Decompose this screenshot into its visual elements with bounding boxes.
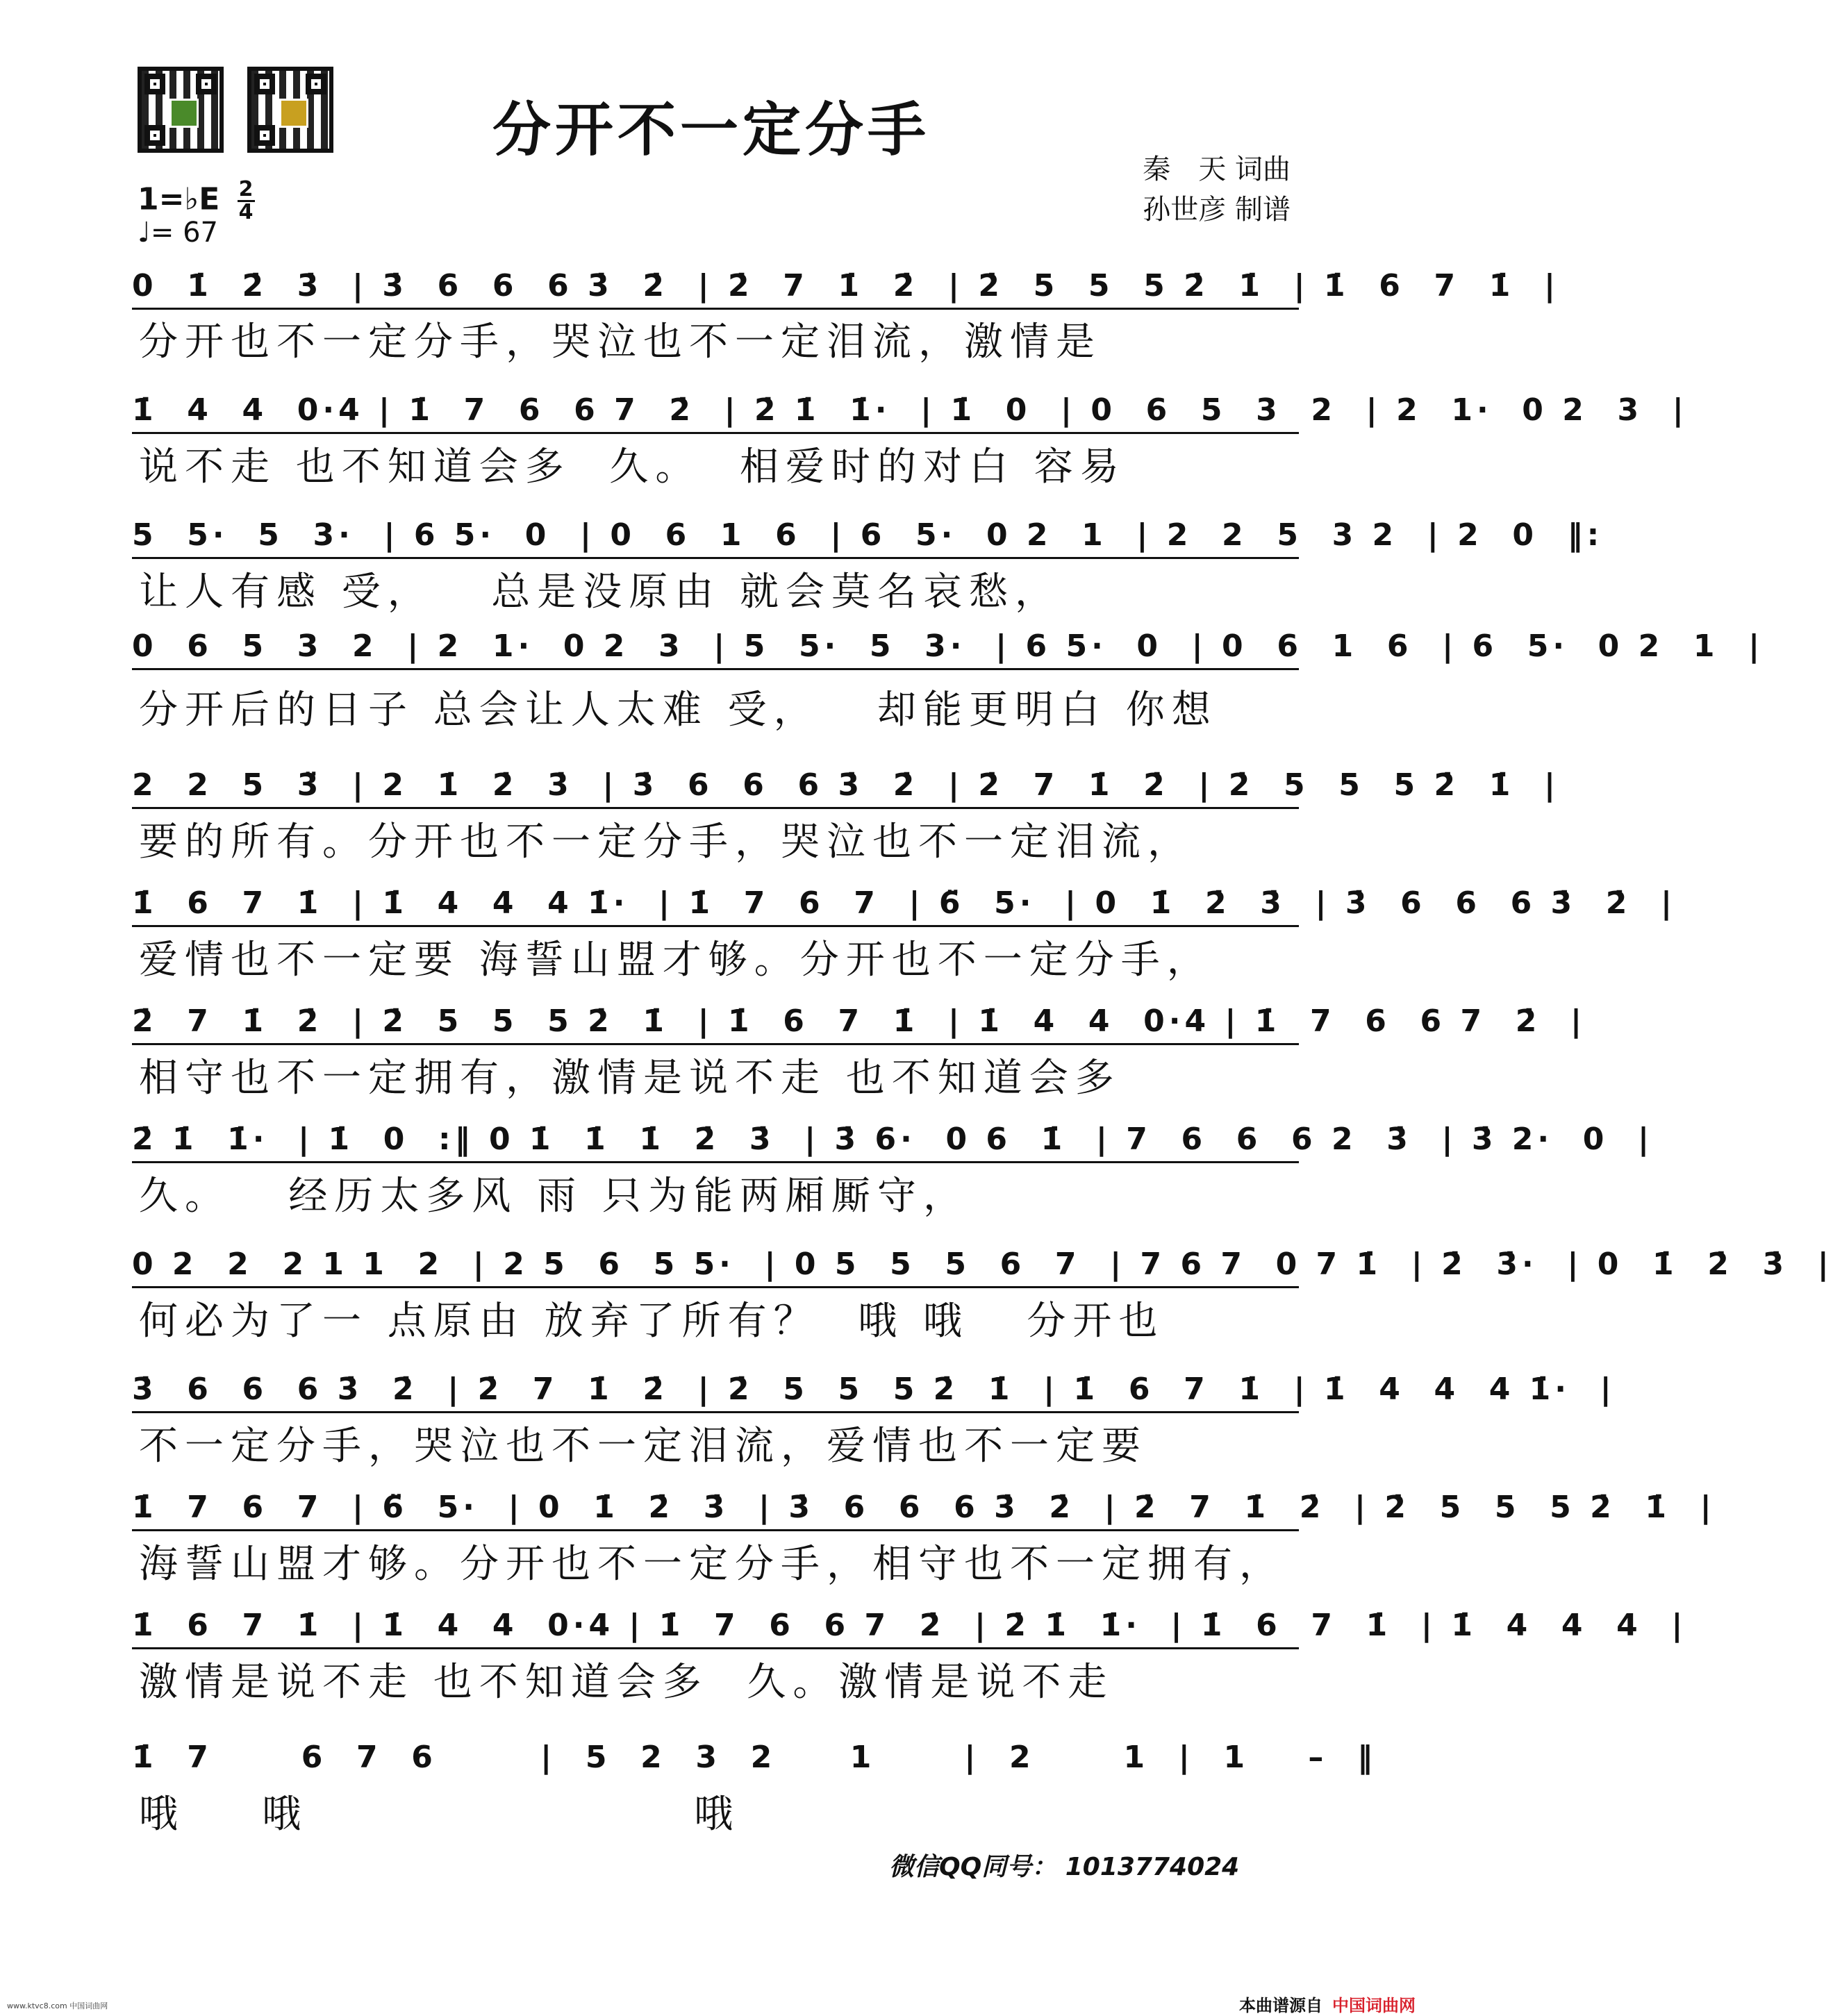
lyrics-line-7: 相守也不一定拥有，激情是说不走 也不知道会多 [139, 1056, 1121, 1101]
lyrics-line-13: 哦 哦 哦 [139, 1792, 740, 1837]
key-text: 1=♭E [138, 181, 220, 217]
footer-site-text: www.ktvc8.com 中国词曲网 [7, 2001, 108, 2010]
footer-source [1239, 1992, 1416, 2016]
lyrics-line-8: 久。 经历太多风 雨 只为能两厢厮守， [139, 1174, 970, 1219]
notation-line-13: 1̇ 7 6 7 6 | 5 2 3 2 1 | 2 1 | 1 – ‖ [132, 1740, 1377, 1775]
lyrics-line-5: 要的所有。分开也不一定分手，哭泣也不一定泪流， [139, 819, 1193, 865]
footer-source-text: 本曲谱源自 [1239, 1996, 1322, 2015]
lyrics-line-10: 不一定分手，哭泣也不一定泪流，爱情也不一定要 [139, 1424, 1147, 1469]
time-signature-numerator: 2 [238, 177, 254, 201]
page-title: 分开不一定分手 [492, 95, 930, 164]
time-signature-denominator: 4 [238, 200, 254, 224]
arranger-credit: 孙世彦 制谱 [1143, 194, 1291, 226]
notation-line-3: 5 5· 5 3· | 6 5· 0 | 0 6 1 6 | 6 5· 0 2 1 | 2 2 5 3 2 | 2 0 ‖: [132, 517, 1299, 559]
notation-line-1: 0 1̇ 2̇ 3̇ | 3̇ 6 6 6 3̇ 2̇ | 2̇ 7 1̇ 2̇ | 2̇ 5 5 5 2̇ 1̇ | 1̇ 6 7 1̇ | [132, 268, 1299, 310]
notation-line-8: 2̇ 1̇ 1̇· | 1̇ 0 :‖ 0 1̇ 1̇ 1̇ 2̇ 3̇ | 3̇ 6· 0 6 1̇ | 7 6 6 6 2 3̇ | 3̇ 2· 0 | [132, 1122, 1299, 1163]
lyrics-line-1: 分开也不一定分手，哭泣也不一定泪流，激情是 [139, 319, 1102, 365]
notation-line-12: 1̇ 6 7 1̇ | 1̇ 4 4 0·4 | 1̇ 7 6 6 7 2̇ | 2̇ 1̇ 1̇· | 1̇ 6 7 1̇ | 1̇ 4 4 4 | [132, 1608, 1299, 1649]
lyrics-line-4: 分开后的日子 总会让人太难 受， 却能更明白 你想 [139, 688, 1218, 733]
footer-brand-link[interactable]: 中国词曲网 [1332, 1996, 1416, 2015]
lyrics-line-3: 让人有感 受， 总是没原由 就会莫名哀愁， [139, 569, 1061, 615]
notation-line-6: 1̇ 6 7 1̇ | 1̇ 4 4 4 1̇· | 1̇ 7 6 7 | 6̈ 5· | 0 1̇ 2̇ 3̇ | 3̇ 6 6 6 3̇ 2̇ | [132, 885, 1299, 927]
notation-line-2: 1̇ 4 4 0·4 | 1̇ 7 6 6 7 2̇ | 2̇ 1̇ 1̇· | 1̇ 0 | 0 6 5 3 2 | 2 1· 0 2 3 | [132, 392, 1299, 434]
lyricist-composer-credit: 秦 天 词曲 [1143, 153, 1291, 185]
lyrics-line-12: 激情是说不走 也不知道会多 久。激情是说不走 [139, 1660, 1114, 1705]
lyrics-line-6: 爱情也不一定要 海誓山盟才够。分开也不一定分手， [139, 938, 1213, 983]
contact-info: 微信QQ同号： 1013774024 [889, 1853, 1240, 1881]
notation-line-11: 1̇ 7 6 7 | 6̈ 5· | 0 1̇ 2̇ 3̇ | 3̇ 6 6 6 3̇ 2̇ | 2̇ 7 1̇ 2̇ | 2̇ 5 5 5 2̇ 1̇ | [132, 1490, 1299, 1531]
notation-line-7: 2̇ 7 1̇ 2̇ | 2̇ 5 5 5 2̇ 1̇ | 1̇ 6 7 1̇ | 1̇ 4 4 0·4 | 1̇ 7 6 6 7 2̇ | [132, 1003, 1299, 1045]
notation-line-10: 3̇ 6 6 6 3̇ 2̇ | 2̇ 7 1̇ 2̇ | 2̇ 5 5 5 2̇ 1̇ | 1̇ 6 7 1̇ | 1̇ 4 4 4 1̇· | [132, 1372, 1299, 1413]
notation-line-9: 0 2 2 2 1 1 2 | 2 5 6 5 5· | 0 5 5 5 6 7 | 7 6 7 0 7 1̇ | 2̇ 3̇· | 0 1̇ 2̇ 3̇ | [132, 1247, 1299, 1288]
lyrics-line-11: 海誓山盟才够。分开也不一定分手，相守也不一定拥有， [139, 1542, 1285, 1587]
notation-line-5: 2 2 5 3̈ | 2 1̇ 2̇ 3̇ | 3̇ 6 6 6 3̇ 2̇ | 2̇ 7 1̇ 2̇ | 2̇ 5 5 5 2̇ 1̇ | [132, 767, 1299, 809]
time-signature [238, 179, 255, 223]
lyrics-line-2: 说不走 也不知道会多 久。 相爱时的对白 容易 [139, 444, 1126, 490]
tempo-marking: ♩= 67 [138, 217, 218, 249]
lyrics-line-9: 何必为了一 点原由 放弃了所有？ 哦 哦 分开也 [139, 1299, 1165, 1344]
notation-line-4: 0 6 5 3 2 | 2 1· 0 2 3 | 5 5· 5 3· | 6 5· 0 | 0 6 1 6 | 6 5· 0 2 1 | [132, 628, 1299, 670]
